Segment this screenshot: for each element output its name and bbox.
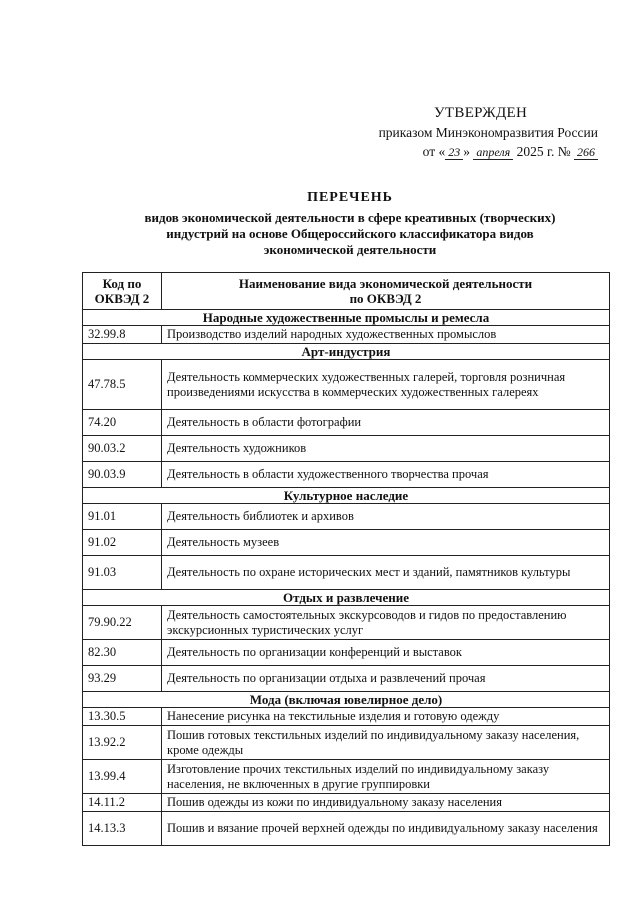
header-code-line2: ОКВЭД 2 — [94, 291, 150, 306]
activity-name: Деятельность коммерческих художественных галерей, торговля розничная произведениями искусства в коммерческих художественных галереях — [162, 360, 610, 410]
table-row — [83, 726, 610, 760]
approval-block — [338, 104, 598, 162]
section-row — [83, 488, 610, 504]
table-row — [83, 410, 610, 436]
document-heading — [80, 190, 620, 258]
header-code-line1: Код по — [102, 276, 142, 291]
section-title: Мода (включая ювелирное дело) — [83, 692, 610, 708]
activity-name: Деятельность самостоятельных экскурсоводов и гидов по предоставлению экскурсионных туристических услуг — [162, 606, 610, 640]
activity-code: 91.02 — [83, 530, 162, 556]
table-row — [83, 504, 610, 530]
activity-name: Деятельность по охране исторических мест и зданий, памятников культуры — [162, 556, 610, 590]
table-row — [83, 360, 610, 410]
document-title: ПЕРЕЧЕНЬ — [307, 190, 393, 205]
table-row — [83, 760, 610, 794]
section-title: Народные художественные промыслы и ремесла — [83, 310, 610, 326]
table-body — [83, 310, 610, 846]
activity-name: Изготовление прочих текстильных изделий по индивидуальному заказу населения, не включенных в другие группировки — [162, 760, 610, 794]
section-title: Культурное наследие — [83, 488, 610, 504]
document-subtitle-1: видов экономической деятельности в сфере креативных (творческих) — [144, 210, 556, 225]
document-subtitle-2: индустрий на основе Общероссийского классификатора видов — [166, 226, 534, 241]
approval-month: апреля — [473, 145, 513, 160]
activity-code: 90.03.2 — [83, 436, 162, 462]
table-row — [83, 708, 610, 726]
header-name — [162, 273, 610, 310]
table-header-row — [83, 273, 610, 310]
activity-code: 82.30 — [83, 640, 162, 666]
table-row — [83, 436, 610, 462]
activity-name: Деятельность по организации отдыха и развлечений прочая — [162, 666, 610, 692]
table-row — [83, 666, 610, 692]
activity-name: Деятельность библиотек и архивов — [162, 504, 610, 530]
date-sep: » — [463, 144, 474, 159]
activity-code: 14.13.3 — [83, 812, 162, 846]
header-name-line2: по ОКВЭД 2 — [349, 291, 422, 306]
section-title: Отдых и развлечение — [83, 590, 610, 606]
table-row — [83, 606, 610, 640]
section-row — [83, 590, 610, 606]
activity-code: 32.99.8 — [83, 326, 162, 344]
activity-name: Пошив одежды из кожи по индивидуальному заказу населения — [162, 794, 610, 812]
approval-order: приказом Минэкономразвития России — [378, 125, 598, 140]
approval-number: 266 — [574, 145, 598, 160]
section-row — [83, 310, 610, 326]
activity-name: Деятельность музеев — [162, 530, 610, 556]
table-row — [83, 556, 610, 590]
activity-code: 13.30.5 — [83, 708, 162, 726]
activity-code: 91.03 — [83, 556, 162, 590]
activity-code: 93.29 — [83, 666, 162, 692]
activity-table — [82, 272, 610, 846]
document-subtitle-3: экономической деятельности — [263, 242, 437, 257]
date-year: 2025 г. № — [513, 144, 574, 159]
table-row — [83, 640, 610, 666]
approval-title: УТВЕРЖДЕН — [434, 105, 528, 121]
approval-day: 23 — [445, 145, 463, 160]
activity-name: Нанесение рисунка на текстильные изделия и готовую одежду — [162, 708, 610, 726]
activity-code: 13.99.4 — [83, 760, 162, 794]
activity-code: 90.03.9 — [83, 462, 162, 488]
date-prefix: от « — [422, 144, 446, 159]
table-row — [83, 794, 610, 812]
activity-name: Деятельность художников — [162, 436, 610, 462]
activity-code: 13.92.2 — [83, 726, 162, 760]
table-row — [83, 530, 610, 556]
activity-name: Деятельность в области фотографии — [162, 410, 610, 436]
approval-date — [338, 142, 598, 162]
table-row — [83, 812, 610, 846]
section-title: Арт-индустрия — [83, 344, 610, 360]
section-row — [83, 692, 610, 708]
table-row — [83, 326, 610, 344]
activity-code: 91.01 — [83, 504, 162, 530]
activity-name: Деятельность в области художественного творчества прочая — [162, 462, 610, 488]
activity-name: Пошив готовых текстильных изделий по индивидуальному заказу населения, кроме одежды — [162, 726, 610, 760]
header-code — [83, 273, 162, 310]
activity-name: Деятельность по организации конференций и выставок — [162, 640, 610, 666]
activity-name: Пошив и вязание прочей верхней одежды по индивидуальному заказу населения — [162, 812, 610, 846]
section-row — [83, 344, 610, 360]
table-row — [83, 462, 610, 488]
activity-code: 74.20 — [83, 410, 162, 436]
activity-code: 14.11.2 — [83, 794, 162, 812]
activity-code: 79.90.22 — [83, 606, 162, 640]
activity-name: Производство изделий народных художественных промыслов — [162, 326, 610, 344]
activity-code: 47.78.5 — [83, 360, 162, 410]
header-name-line1: Наименование вида экономической деятельности — [238, 276, 533, 291]
